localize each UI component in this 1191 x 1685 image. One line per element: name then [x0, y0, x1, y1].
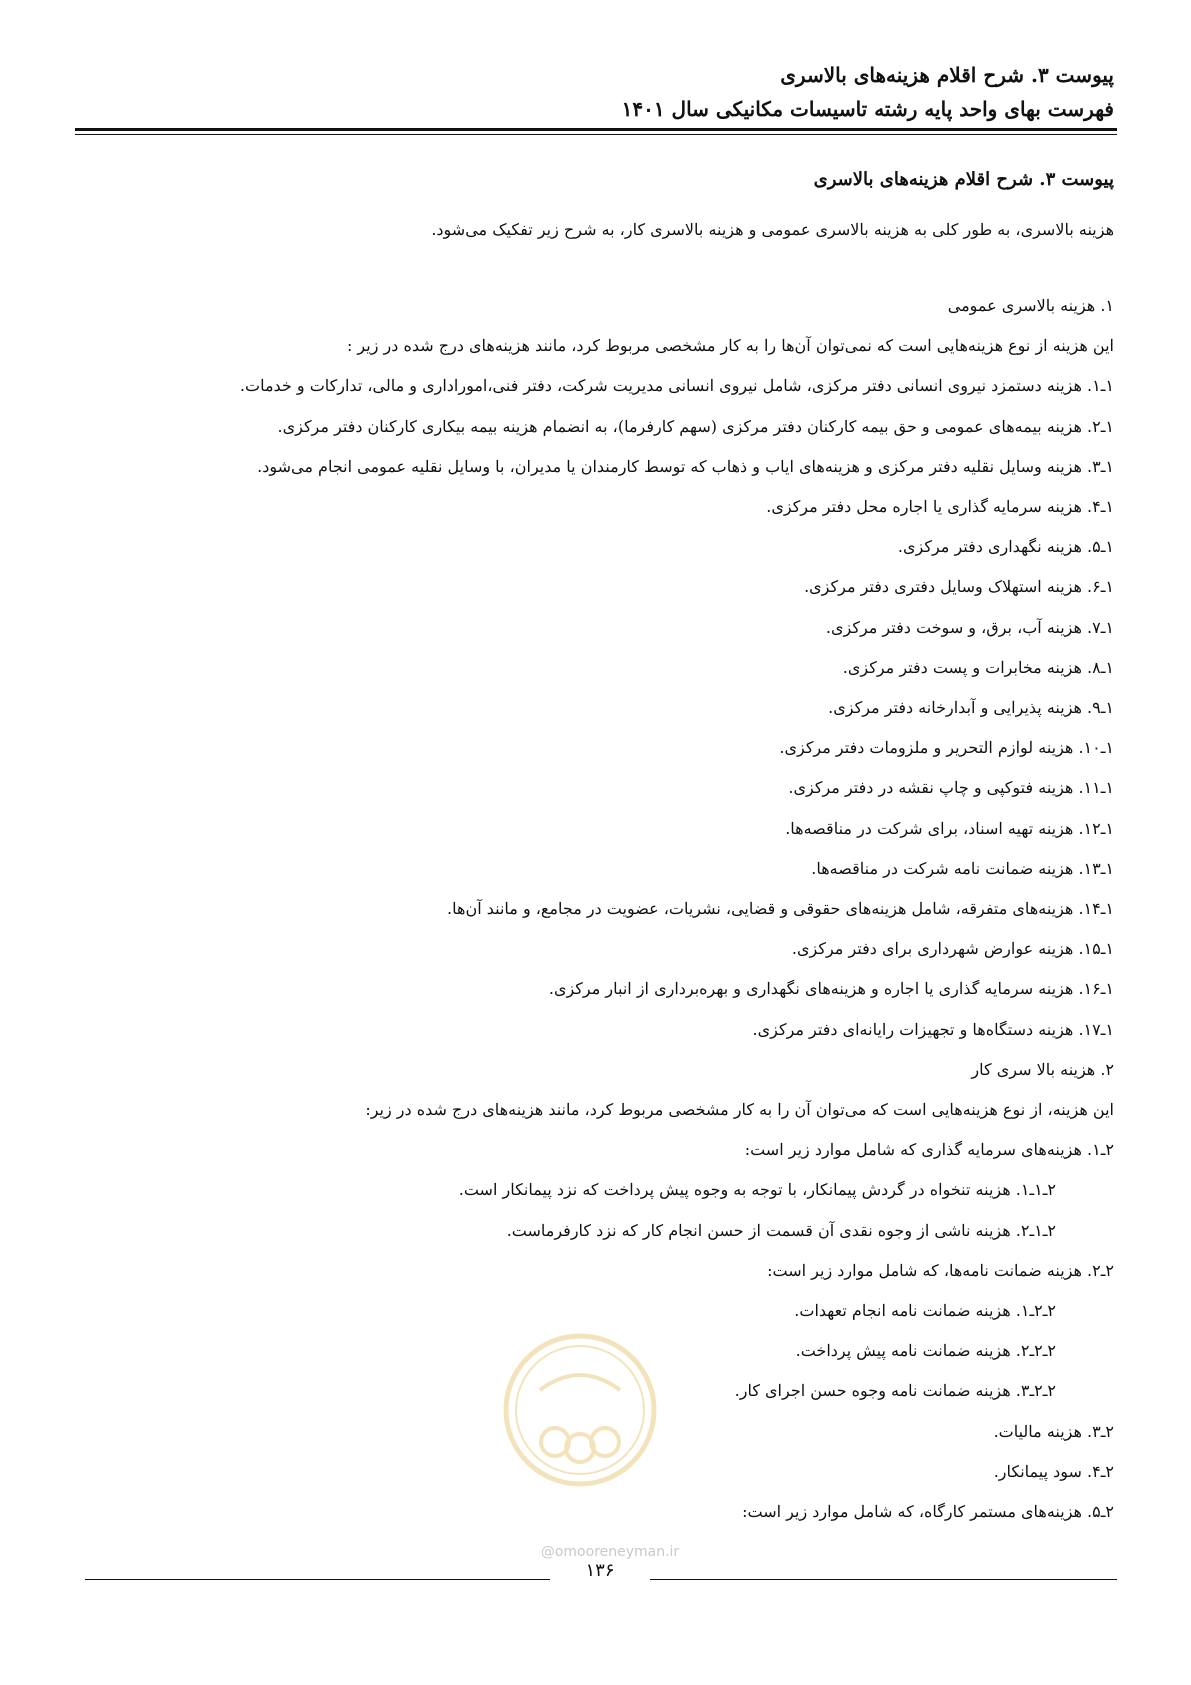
intro-paragraph: هزینه بالاسری، به طور کلی به هزینه بالاسری عمومی و هزینه بالاسری کار، به شرح زیر تفکیک می‌شود. — [431, 220, 1114, 239]
list-item: این هزینه از نوع هزینه‌هایی است که نمی‌توان آن‌ها را به کار مشخصی مربوط کرد، مانند هزینه‌های درج شده در زیر : — [346, 336, 1114, 356]
list-item: ۲ـ۲ـ۳. هزینه ضمانت نامه وجوه حسن اجرای کار. — [734, 1381, 1056, 1401]
header-divider-thick — [75, 128, 1117, 131]
list-item: ۲ـ۲. هزینه ضمانت نامه‌ها، که شامل موارد زیر است: — [767, 1260, 1114, 1280]
list-item: ۲ـ۲ـ۲. هزینه ضمانت نامه پیش پرداخت. — [795, 1341, 1056, 1361]
page-number: ۱۳۶ — [585, 1560, 615, 1581]
list-item: ۱ـ۸. هزینه مخابرات و پست دفتر مرکزی. — [842, 657, 1114, 677]
list-item: ۲ـ۱ـ۲. هزینه ناشی از وجوه نقدی آن قسمت از حسن انجام کار که نزد کارفرماست. — [506, 1220, 1056, 1240]
header-divider-thin — [75, 134, 1117, 135]
list-item: ۲ـ۵. هزینه‌های مستمر کارگاه، که شامل موارد زیر است: — [742, 1502, 1114, 1522]
page-content — [72, 160, 1114, 1532]
list-item: ۱. هزینه بالاسری عمومی — [947, 296, 1114, 315]
list-item: ۲ـ۱. هزینه‌های سرمایه گذاری که شامل موارد زیر است: — [744, 1140, 1114, 1160]
list-item: ۱ـ۳. هزینه وسایل نقلیه دفتر مرکزی و هزینه‌های ایاب و ذهاب که توسط کارمندان یا مدیران، با وسایل نقلیه عمومی انجام می‌شود. — [257, 456, 1114, 476]
list-item: ۱ـ۴. هزینه سرمایه گذاری یا اجاره محل دفتر مرکزی. — [766, 497, 1114, 517]
seal-watermark-icon — [500, 1330, 660, 1490]
page-header — [74, 58, 1114, 126]
list-item: ۱ـ۹. هزینه پذیرایی و آبدارخانه دفتر مرکزی. — [828, 698, 1114, 718]
list-item: ۱ـ۱۷. هزینه دستگاه‌ها و تجهیزات رایانه‌ای دفتر مرکزی. — [752, 1019, 1114, 1039]
list-item: ۲ـ۱ـ۱. هزینه تنخواه در گردش پیمانکار، با توجه به وجوه پیش پرداخت که نزد پیمانکار است. — [458, 1180, 1056, 1200]
list-item: ۱ـ۵. هزینه نگهداری دفتر مرکزی. — [897, 537, 1114, 557]
list-item: ۱ـ۲. هزینه بیمه‌های عمومی و حق بیمه کارکنان دفتر مرکزی (سهم کارفرما)، به انضمام هزینه بیمه بیکاری کارکنان دفتر مرکزی. — [277, 416, 1114, 436]
footer-rule-right — [650, 1579, 1117, 1580]
list-item: ۲ـ۳. هزینه مالیات. — [993, 1421, 1114, 1441]
list-item: این هزینه، از نوع هزینه‌هایی است که می‌توان آن را به کار مشخصی مربوط کرد، مانند هزینه‌های درج شده در زیر: — [365, 1100, 1114, 1120]
list-item: ۱ـ۱۲. هزینه تهیه اسناد، برای شرکت در مناقصه‌ها. — [785, 818, 1114, 838]
list-item: ۱ـ۱۵. هزینه عوارض شهرداری برای دفتر مرکزی. — [791, 939, 1114, 959]
list-item: ۱ـ۷. هزینه آب، برق، و سوخت دفتر مرکزی. — [825, 617, 1114, 637]
list-item: ۱ـ۱. هزینه دستمزد نیروی انسانی دفتر مرکزی، شامل نیروی انسانی مدیریت شرکت، دفتر فنی،اموراداری و مالی، تدارکات و خدمات. — [239, 376, 1114, 396]
list-item: ۲ـ۲ـ۱. هزینه ضمانت نامه انجام تعهدات. — [794, 1301, 1056, 1321]
list-item: ۱ـ۱۶. هزینه سرمایه گذاری یا اجاره و هزینه‌های نگهداری و بهره‌برداری از انبار مرکزی. — [548, 979, 1114, 999]
watermark-url: @omooreneyman.ir — [540, 1544, 680, 1560]
footer-rule-left — [85, 1579, 550, 1580]
list-item: ۲. هزینه بالا سری کار — [971, 1059, 1114, 1079]
list-item: ۱ـ۱۱. هزینه فتوکپی و چاپ نقشه در دفتر مرکزی. — [788, 778, 1114, 798]
list-item: ۲ـ۴. سود پیمانکار. — [993, 1461, 1114, 1481]
list-item: ۱ـ۱۳. هزینه ضمانت نامه شرکت در مناقصه‌ها. — [811, 858, 1114, 878]
list-item: ۱ـ۱۴. هزینه‌های متفرقه، شامل هزینه‌های حقوقی و قضایی، نشریات، عضویت در مجامع، و مانند آن‌ها. — [447, 899, 1114, 919]
header-appendix-title: پیوست ۳. شرح اقلام هزینه‌های بالاسری — [780, 63, 1114, 87]
section-title: پیوست ۳. شرح اقلام هزینه‌های بالاسری — [813, 169, 1114, 190]
list-item: ۱ـ۱۰. هزینه لوازم التحریر و ملزومات دفتر مرکزی. — [779, 738, 1114, 758]
list-item: ۱ـ۶. هزینه استهلاک وسایل دفتری دفتر مرکزی. — [804, 577, 1114, 597]
header-document-title: فهرست بهای واحد پایه رشته تاسیسات مکانیکی سال ۱۴۰۱ — [621, 97, 1114, 121]
